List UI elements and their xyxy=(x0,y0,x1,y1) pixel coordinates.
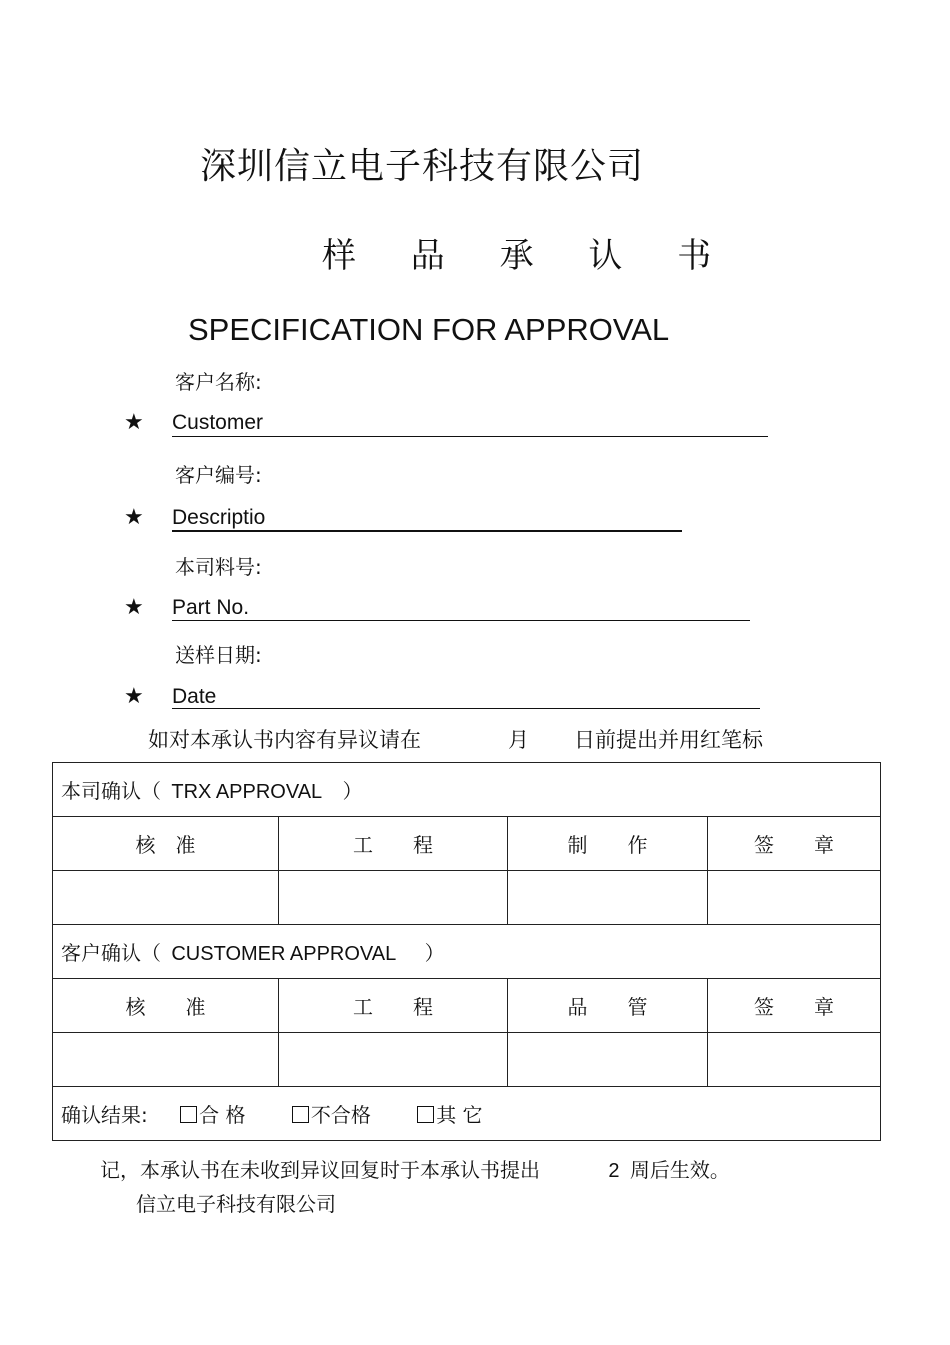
date-underline[interactable] xyxy=(172,708,760,709)
company-approval-label: 本司确认（ xyxy=(61,779,161,803)
customer-review-signature-cell[interactable] xyxy=(53,1033,279,1087)
validity-text-1: 记，本承认书在未收到异议回复时于本承认书提出 xyxy=(100,1158,540,1182)
part-number-cn-label: 本司料号: xyxy=(175,555,262,579)
notice-text-2: 日前提出并用红笔标 xyxy=(574,728,763,752)
checkbox-icon[interactable] xyxy=(417,1106,434,1123)
validity-weeks: 2 xyxy=(608,1160,620,1182)
checkbox-icon[interactable] xyxy=(180,1106,197,1123)
role-seal: 签 章 xyxy=(708,817,881,871)
seal-signature-cell[interactable] xyxy=(708,871,881,925)
validity-note xyxy=(100,1154,730,1183)
pass-option[interactable] xyxy=(180,1103,252,1127)
company-roles-row xyxy=(53,817,881,871)
document-title: 样 品 承 认 书 xyxy=(322,236,734,276)
company-approval-header xyxy=(53,763,881,817)
star-icon: ★ xyxy=(124,595,144,620)
part-no-label: Part No. xyxy=(172,596,250,619)
other-option-label: 其 它 xyxy=(436,1103,483,1127)
customer-role-seal: 签 章 xyxy=(708,979,881,1033)
company-signature-row xyxy=(53,871,881,925)
customer-role-quality: 品 管 xyxy=(508,979,708,1033)
customer-name-label: 客户名称: xyxy=(175,370,262,394)
validity-text-2: 周后生效。 xyxy=(629,1158,730,1182)
star-icon: ★ xyxy=(124,684,144,709)
customer-number-label: 客户编号: xyxy=(175,463,262,487)
customer-quality-signature-cell[interactable] xyxy=(508,1033,708,1087)
customer-label: Customer xyxy=(172,411,264,434)
company-name: 深圳信立电子科技有限公司 xyxy=(200,146,645,187)
customer-seal-signature-cell[interactable] xyxy=(708,1033,881,1087)
customer-approval-close: ） xyxy=(424,941,445,965)
approval-table xyxy=(52,762,881,1141)
customer-signature-row xyxy=(53,1033,881,1087)
other-option[interactable] xyxy=(417,1103,482,1127)
description-underline[interactable] xyxy=(172,530,682,532)
customer-underline[interactable] xyxy=(172,436,768,437)
english-title: SPECIFICATION FOR APPROVAL xyxy=(188,312,670,347)
role-engineering: 工 程 xyxy=(279,817,508,871)
engineering-signature-cell[interactable] xyxy=(279,871,508,925)
trx-approval-label: TRX APPROVAL xyxy=(171,781,323,803)
result-row xyxy=(53,1087,881,1141)
description-label: Descriptio xyxy=(172,506,266,529)
customer-approval-label: 客户确认（ xyxy=(61,941,161,965)
customer-roles-row xyxy=(53,979,881,1033)
production-signature-cell[interactable] xyxy=(508,871,708,925)
notice-month: 月 xyxy=(508,728,529,752)
checkbox-icon[interactable] xyxy=(292,1106,309,1123)
footer-company: 信立电子科技有限公司 xyxy=(136,1192,336,1216)
role-production: 制 作 xyxy=(508,817,708,871)
fail-option-label: 不合格 xyxy=(310,1103,371,1127)
role-review: 核 准 xyxy=(53,817,279,871)
result-label: 确认结果: xyxy=(61,1103,148,1127)
company-approval-close: ） xyxy=(342,779,363,803)
customer-approval-en-label: CUSTOMER APPROVAL xyxy=(171,943,397,965)
notice-text-1: 如对本承认书内容有异议请在 xyxy=(148,728,421,752)
review-signature-cell[interactable] xyxy=(53,871,279,925)
part-no-underline[interactable] xyxy=(172,620,750,621)
star-icon: ★ xyxy=(124,410,144,435)
customer-engineering-signature-cell[interactable] xyxy=(279,1033,508,1087)
date-label: Date xyxy=(172,685,217,708)
star-icon: ★ xyxy=(124,505,144,530)
fail-option[interactable] xyxy=(292,1103,377,1127)
pass-option-label: 合 格 xyxy=(199,1103,246,1127)
customer-approval-header xyxy=(53,925,881,979)
customer-role-engineering: 工 程 xyxy=(279,979,508,1033)
customer-approval-header-row xyxy=(53,925,881,979)
customer-role-review: 核 准 xyxy=(53,979,279,1033)
result-cell xyxy=(53,1087,881,1141)
sample-date-label: 送样日期: xyxy=(175,643,262,667)
company-approval-header-row xyxy=(53,763,881,817)
